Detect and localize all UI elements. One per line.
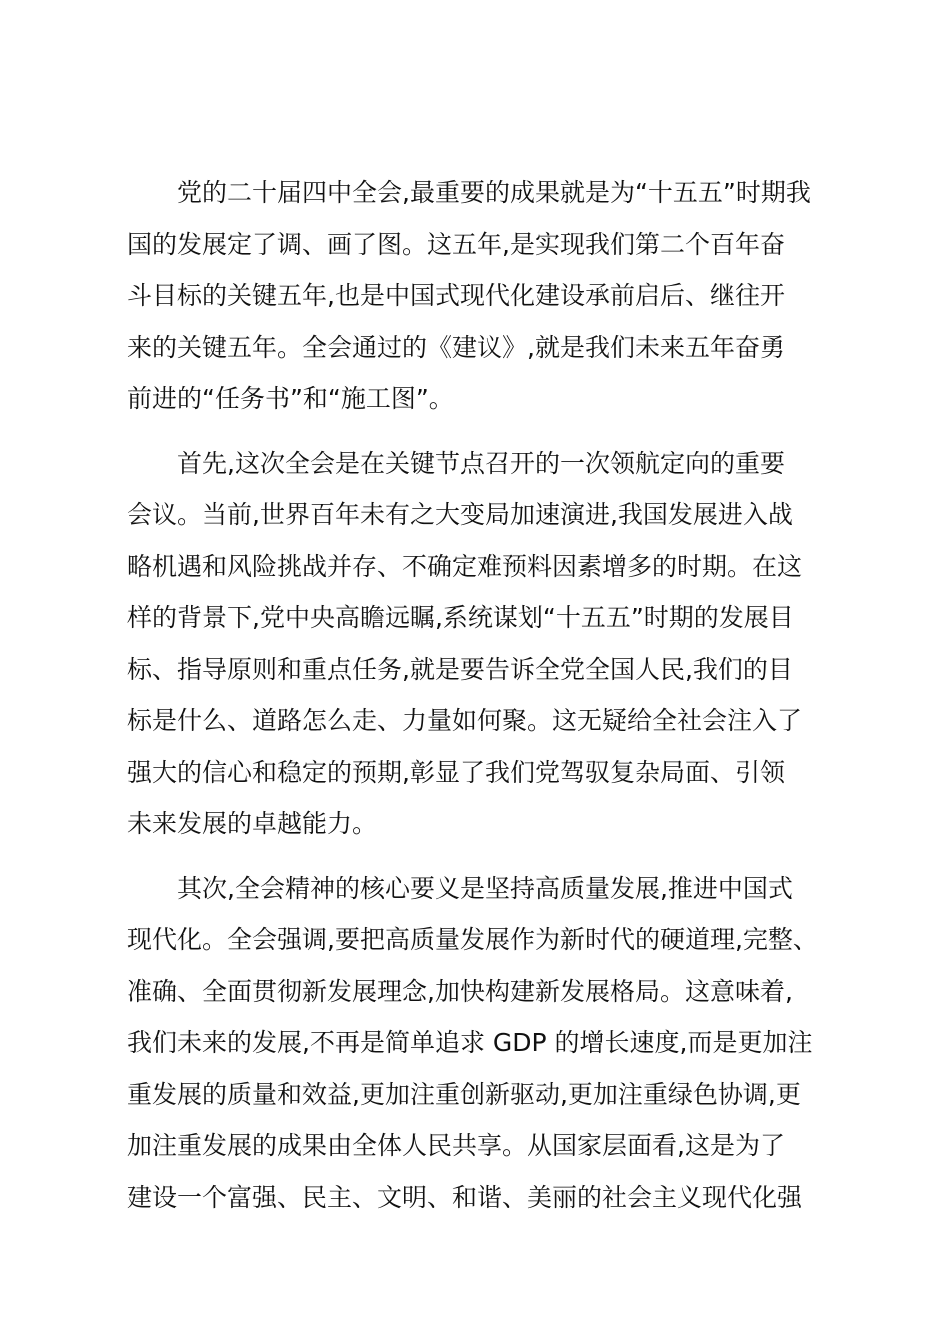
text-line: 前进的“任务书”和“施工图”。	[127, 384, 454, 413]
text-line: 斗目标的关键五年,也是中国式现代化建设承前启后、继往开	[127, 281, 785, 310]
text-line: 样的背景下,党中央高瞻远瞩,系统谋划“十五五”时期的发展目	[127, 603, 794, 632]
text-line: 未来发展的卓越能力。	[127, 809, 378, 838]
document-body	[127, 167, 827, 1223]
text-line: 重发展的质量和效益,更加注重创新驱动,更加注重绿色协调,更	[127, 1079, 801, 1109]
text-line: 现代化。全会强调,要把高质量发展作为新时代的硬道理,完整、	[127, 925, 818, 954]
text-line: 标、指导原则和重点任务,就是要告诉全党全国人民,我们的目	[127, 654, 793, 684]
paragraph-1	[127, 167, 827, 425]
text-line: 略机遇和风险挑战并存、不确定难预料因素增多的时期。在这	[127, 551, 803, 581]
paragraph-3	[127, 863, 827, 1224]
text-line: 准确、全面贯彻新发展理念,加快构建新发展格局。这意味着,	[127, 976, 793, 1006]
text-line: 其次,全会精神的核心要义是坚持高质量发展,推进中国式	[177, 873, 793, 903]
paragraph-2	[127, 438, 827, 850]
text-line: 我们未来的发展,不再是简单追求 GDP 的增长速度,而是更加注	[127, 1028, 813, 1057]
text-line: 党的二十届四中全会,最重要的成果就是为“十五五”时期我	[177, 178, 811, 207]
text-line: 来的关键五年。全会通过的《建议》,就是我们未来五年奋勇	[127, 332, 785, 362]
paragraph-spacer	[127, 425, 827, 438]
paragraph-spacer	[127, 850, 827, 863]
text-line: 标是什么、道路怎么走、力量如何聚。这无疑给全社会注入了	[127, 706, 803, 735]
text-line: 加注重发展的成果由全体人民共享。从国家层面看,这是为了	[127, 1131, 785, 1160]
text-line: 建设一个富强、民主、文明、和谐、美丽的社会主义现代化强	[127, 1182, 803, 1212]
text-line: 会议。当前,世界百年未有之大变局加速演进,我国发展进入战	[127, 500, 793, 529]
text-line: 强大的信心和稳定的预期,彰显了我们党驾驭复杂局面、引领	[127, 757, 785, 787]
text-line: 首先,这次全会是在关键节点召开的一次领航定向的重要	[177, 448, 785, 478]
text-line: 国的发展定了调、画了图。这五年,是实现我们第二个百年奋	[127, 229, 785, 259]
